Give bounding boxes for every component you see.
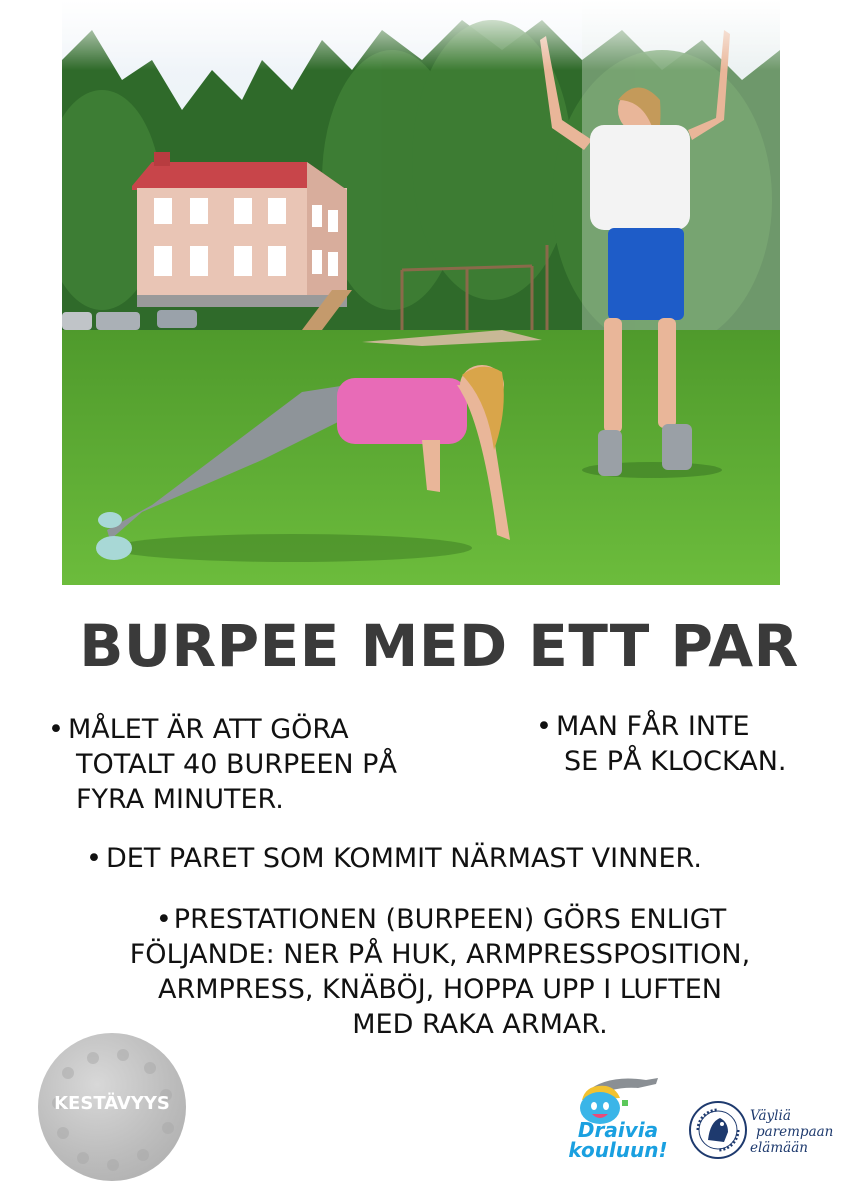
hero-photo [62,0,780,585]
bullet-instructions-line-1: PRESTATIONEN (BURPEEN) GÖRS ENLIGT [173,904,727,935]
bullet-goal-line-3: FYRA MINUTER. [76,784,284,815]
slogan-line-3: elämään [750,1140,808,1156]
draivia-line-1: Draivia [577,1118,659,1142]
bullet-instructions [90,902,790,1042]
bullet-winner [86,841,806,876]
bullet-dot: • [48,714,64,745]
page-title: BURPEE MED ETT PAR [79,612,799,680]
bullet-goal-line-2: TOTALT 40 BURPEEN PÅ [76,749,397,780]
bullet-dot: • [536,711,552,742]
draivia-line-2: kouluun! [568,1138,668,1162]
bullet-instructions-line-4: MED RAKA ARMAR. [352,1009,608,1040]
slogan-line-2: parempaan [756,1124,834,1140]
draivia-logo [568,1070,668,1165]
bullet-goal [48,712,478,817]
category-badge [38,1033,186,1181]
bullet-winner-line-1: DET PARET SOM KOMMIT NÄRMAST VINNER. [106,843,702,874]
bullet-goal-line-1: MÅLET ÄR ATT GÖRA [68,714,349,745]
bullet-dot: • [86,843,102,874]
federation-slogan [750,1108,840,1156]
bullet-instructions-line-3: ARMPRESS, KNÄBÖJ, HOPPA UPP I LUFTEN [157,974,723,1005]
slogan-line-1: Väyliä [750,1108,791,1124]
bullet-no-clock [536,709,836,779]
bullet-no-clock-line-1: MAN FÅR INTE [556,711,750,742]
golf-federation-seal [688,1100,748,1160]
bullet-dot: • [155,904,172,935]
badge-label: KESTÄVYYS [54,1093,170,1114]
bullet-instructions-line-2: FÖLJANDE: NER PÅ HUK, ARMPRESSPOSITION, [129,939,751,970]
bullet-no-clock-line-2: SE PÅ KLOCKAN. [564,746,787,777]
